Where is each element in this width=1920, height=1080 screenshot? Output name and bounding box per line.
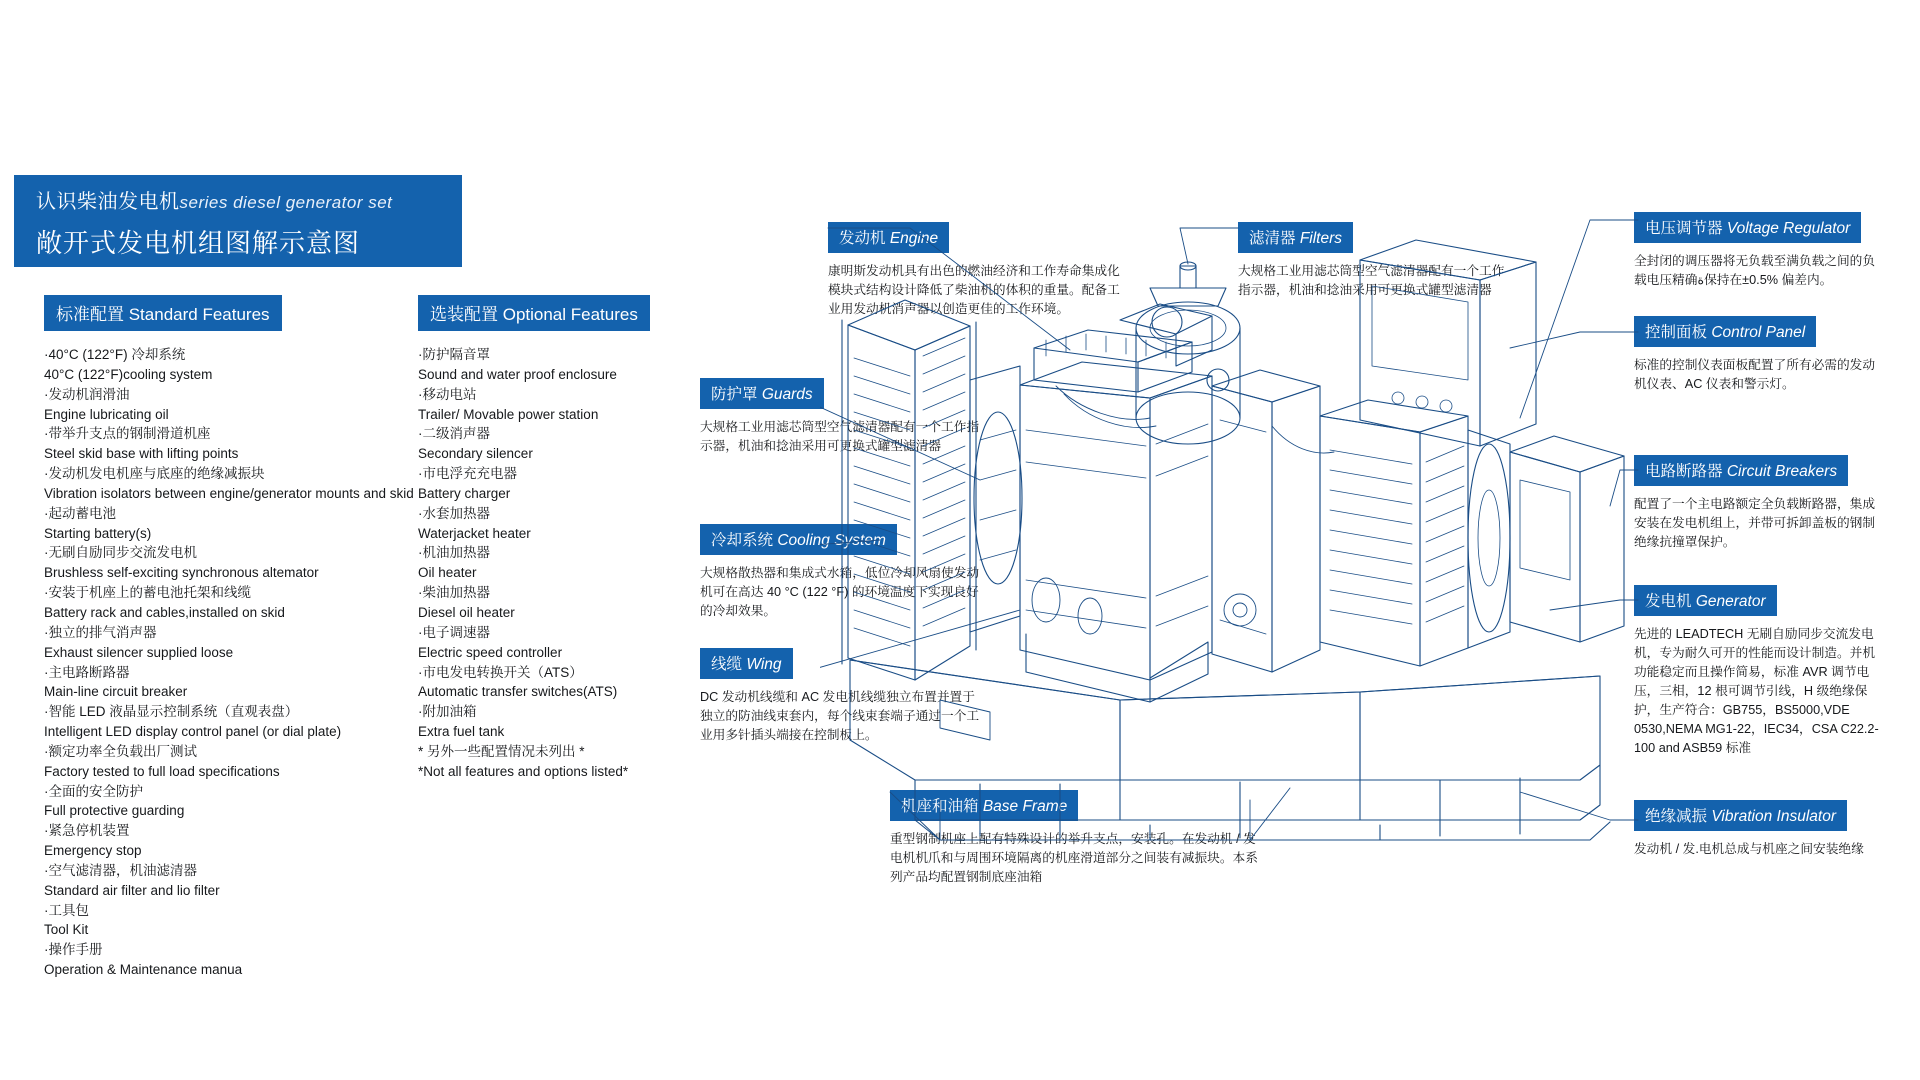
standard-feature-item: Tool Kit bbox=[44, 922, 89, 938]
standard-feature-item: Main-line circuit breaker bbox=[44, 684, 188, 700]
optional-feature-item: Automatic transfer switches(ATS) bbox=[418, 684, 618, 700]
callout-voltage-regulator-heading: 电压调节器 Voltage Regulator bbox=[1634, 212, 1861, 243]
optional-feature-item: Secondary silencer bbox=[418, 446, 533, 462]
optional-feature-item: Extra fuel tank bbox=[418, 724, 505, 740]
page-subtitle: 敞开式发电机组图解示意图 bbox=[36, 228, 361, 258]
alternator-shape bbox=[1320, 400, 1510, 666]
callout-control-panel-body: 标准的控制仪表面板配置了所有必需的发动机仪表、AC 仪表和警示灯。 bbox=[1634, 358, 1876, 392]
page-title-en: series diesel generator set bbox=[179, 193, 393, 212]
standard-features-list bbox=[44, 345, 444, 980]
callout-control-panel-heading: 控制面板 Control Panel bbox=[1634, 316, 1816, 347]
standard-feature-item: ·全面的安全防护 bbox=[44, 783, 143, 799]
callout-wing-body: DC 发动机线缆和 AC 发电机线缆独立布置并置于独立的防油线束套内，每个线束套端子通过一个工业用多针插头端接在控制板上。 bbox=[700, 690, 980, 743]
standard-feature-item: Emergency stop bbox=[44, 843, 142, 859]
standard-feature-item: ·发动机润滑油 bbox=[44, 386, 130, 402]
optional-feature-item: ·附加油箱 bbox=[418, 704, 477, 720]
standard-feature-item: 40°C (122°F)cooling system bbox=[44, 366, 213, 382]
standard-feature-item: ·带举升支点的钢制滑道机座 bbox=[44, 426, 211, 442]
optional-features-heading: 选装配置 Optional Features bbox=[418, 295, 650, 331]
standard-feature-item: Full protective guarding bbox=[44, 803, 185, 819]
standard-feature-item: Engine lubricating oil bbox=[44, 406, 169, 422]
callout-filters-body: 大规格工业用滤芯筒型空气滤清器配有一个工作指示器，机油和捻油采用可更换式罐型滤清器 bbox=[1238, 264, 1505, 298]
optional-feature-item: ·二级消声器 bbox=[418, 426, 490, 442]
callout-filters-heading: 滤清器 Filters bbox=[1238, 222, 1353, 253]
standard-feature-item: ·工具包 bbox=[44, 902, 89, 918]
callout-cooling-body: 大规格散热器和集成式水箱，低位冷却风扇使发动机可在高达 40 °C (122 °F) 的环境温度下实现良好的冷却效果。 bbox=[700, 566, 980, 619]
optional-feature-item: * 另外一些配置情况未列出 * bbox=[418, 743, 585, 759]
page-title bbox=[14, 175, 462, 267]
standard-feature-item: Operation & Maintenance manua bbox=[44, 962, 243, 978]
standard-feature-item: ·智能 LED 液晶显示控制系统（直观表盘） bbox=[44, 704, 299, 720]
callout-guards-body: 大规格工业用滤芯筒型空气滤清器配有一个工作指示器，机油和捻油采用可更换式罐型滤清器 bbox=[700, 420, 980, 454]
optional-feature-item: ·电子调速器 bbox=[418, 624, 490, 640]
standard-feature-item: ·额定功率全负载出厂测试 bbox=[44, 743, 197, 759]
optional-feature-item: ·移动电站 bbox=[418, 386, 477, 402]
standard-feature-item: ·操作手册 bbox=[44, 942, 103, 958]
callout-generator-body: 先进的 LEADTECH 无刷自励同步交流发电机，专为耐久可开的性能而设计制造。并机功能稳定而且操作简易，标准 AVR 调节电压，三相，12 根可调节引线，H 级绝缘保护，生产符合：GB755，BS5000,VDE 0530,NEMA MG1-22，IEC34，CSA C22.2-100 and ASB59 标准 bbox=[1634, 627, 1879, 756]
standard-feature-item: ·发动机发电机座与底座的绝缘减振块 bbox=[44, 466, 265, 482]
optional-feature-item: Electric speed controller bbox=[418, 644, 563, 660]
wiring-harness-shape bbox=[1056, 386, 1334, 453]
standard-feature-item: ·主电路断路器 bbox=[44, 664, 130, 680]
standard-feature-item: Brushless self-exciting synchronous altemator bbox=[44, 565, 319, 581]
callout-vibration-insulator-body: 发动机 / 发.电机总成与机座之间安装绝缘 bbox=[1634, 842, 1864, 856]
callout-engine-heading: 发动机 Engine bbox=[828, 222, 949, 253]
optional-feature-item: ·市电浮充充电器 bbox=[418, 466, 517, 482]
standard-feature-item: Battery rack and cables,installed on skid bbox=[44, 604, 285, 620]
standard-feature-item: ·独立的排气消声器 bbox=[44, 624, 157, 640]
standard-feature-item: Steel skid base with lifting points bbox=[44, 446, 239, 462]
callout-voltage-regulator-body: 全封闭的调压器将无负载至满负载之间的负载电压精确ة保持在±0.5% 偏差内。 bbox=[1634, 254, 1876, 288]
callout-guards-heading: 防护罩 Guards bbox=[700, 378, 824, 409]
optional-feature-item: ·市电发电转换开关（ATS） bbox=[418, 664, 583, 680]
base-frame-shape bbox=[850, 660, 1610, 840]
optional-feature-item: ·水套加热器 bbox=[418, 505, 490, 521]
page-title-cn: 认识柴油发电机 bbox=[36, 191, 180, 213]
leader-lines bbox=[820, 220, 1638, 840]
optional-feature-item: Oil heater bbox=[418, 565, 477, 581]
engine-block-shape bbox=[1020, 330, 1212, 702]
callout-generator-heading: 发电机 Generator bbox=[1634, 585, 1777, 616]
callout-cooling-heading: 冷却系统 Cooling System bbox=[700, 524, 897, 555]
auxiliary-components-shape bbox=[940, 578, 1256, 740]
callout-base-frame-body: 重型钢制机座上配有特殊设计的举升支点，安装孔。在发动机 / 发电机机爪和与周围环境隔离的机座滑道部分之间装有减振块。本系列产品均配置钢制底座油箱 bbox=[890, 832, 1258, 885]
generator-set-illustration bbox=[820, 180, 1720, 920]
optional-feature-item: Trailer/ Movable power station bbox=[418, 406, 599, 422]
standard-feature-item: Standard air filter and lio filter bbox=[44, 882, 220, 898]
standard-features-column bbox=[44, 295, 444, 980]
standard-feature-item: ·起动蓄电池 bbox=[44, 505, 116, 521]
optional-feature-item: ·柴油加热器 bbox=[418, 585, 490, 601]
standard-feature-item: Factory tested to full load specifications bbox=[44, 763, 280, 779]
control-panel-cabinet-shape bbox=[1360, 240, 1536, 446]
optional-feature-item: ·机油加热器 bbox=[418, 545, 490, 561]
callout-engine-body: 康明斯发动机具有出色的燃油经济和工作寿命集成化模块式结构设计降低了柴油机的体积的重量。配备工业用发动机消声器以创造更佳的工作环境。 bbox=[828, 264, 1120, 317]
standard-feature-item: ·紧急停机装置 bbox=[44, 823, 130, 839]
standard-feature-item: Starting battery(s) bbox=[44, 525, 152, 541]
optional-feature-item: ·防护隔音罩 bbox=[418, 347, 490, 362]
circuit-breaker-box-shape bbox=[1510, 436, 1624, 642]
standard-feature-item: ·40°C (122°F) 冷却系统 bbox=[44, 347, 186, 362]
optional-feature-item: Waterjacket heater bbox=[418, 525, 531, 541]
optional-feature-item: *Not all features and options listed* bbox=[418, 763, 629, 779]
standard-feature-item: ·无刷自励同步交流发电机 bbox=[44, 545, 197, 561]
optional-feature-item: Diesel oil heater bbox=[418, 604, 515, 620]
standard-features-heading: 标准配置 Standard Features bbox=[44, 295, 282, 331]
radiator-shape bbox=[842, 300, 976, 680]
callout-circuit-breakers-heading: 电路断路器 Circuit Breakers bbox=[1634, 455, 1848, 486]
fan-housing-shape bbox=[970, 366, 1022, 632]
optional-feature-item: Sound and water proof enclosure bbox=[418, 366, 617, 382]
optional-features-list bbox=[418, 345, 708, 782]
flywheel-housing-shape bbox=[1212, 370, 1320, 672]
optional-feature-item: Battery charger bbox=[418, 485, 511, 501]
standard-feature-item: ·空气滤清器，机油滤清器 bbox=[44, 862, 197, 878]
optional-features-column bbox=[418, 295, 708, 782]
standard-feature-item: ·安装于机座上的蓄电池托架和线缆 bbox=[44, 585, 251, 601]
callout-base-frame-heading: 机座和油箱 Base Frame bbox=[890, 790, 1078, 821]
callout-wing-heading: 线缆 Wing bbox=[700, 648, 793, 679]
page-title-line1 bbox=[36, 185, 446, 214]
standard-feature-item: Vibration isolators between engine/generator mounts and skid bbox=[44, 485, 414, 501]
callout-vibration-insulator-heading: 绝缘减振 Vibration Insulator bbox=[1634, 800, 1847, 831]
standard-feature-item: Intelligent LED display control panel (or dial plate) bbox=[44, 724, 342, 740]
callout-circuit-breakers-body: 配置了一个主电路额定全负载断路器，集成安装在发电机组上，并带可拆卸盖板的钢制绝缘抗撞罩保护。 bbox=[1634, 497, 1876, 550]
generator-set-drawing bbox=[820, 180, 1720, 920]
standard-feature-item: Exhaust silencer supplied loose bbox=[44, 644, 234, 660]
air-filter-shape bbox=[1136, 262, 1240, 444]
